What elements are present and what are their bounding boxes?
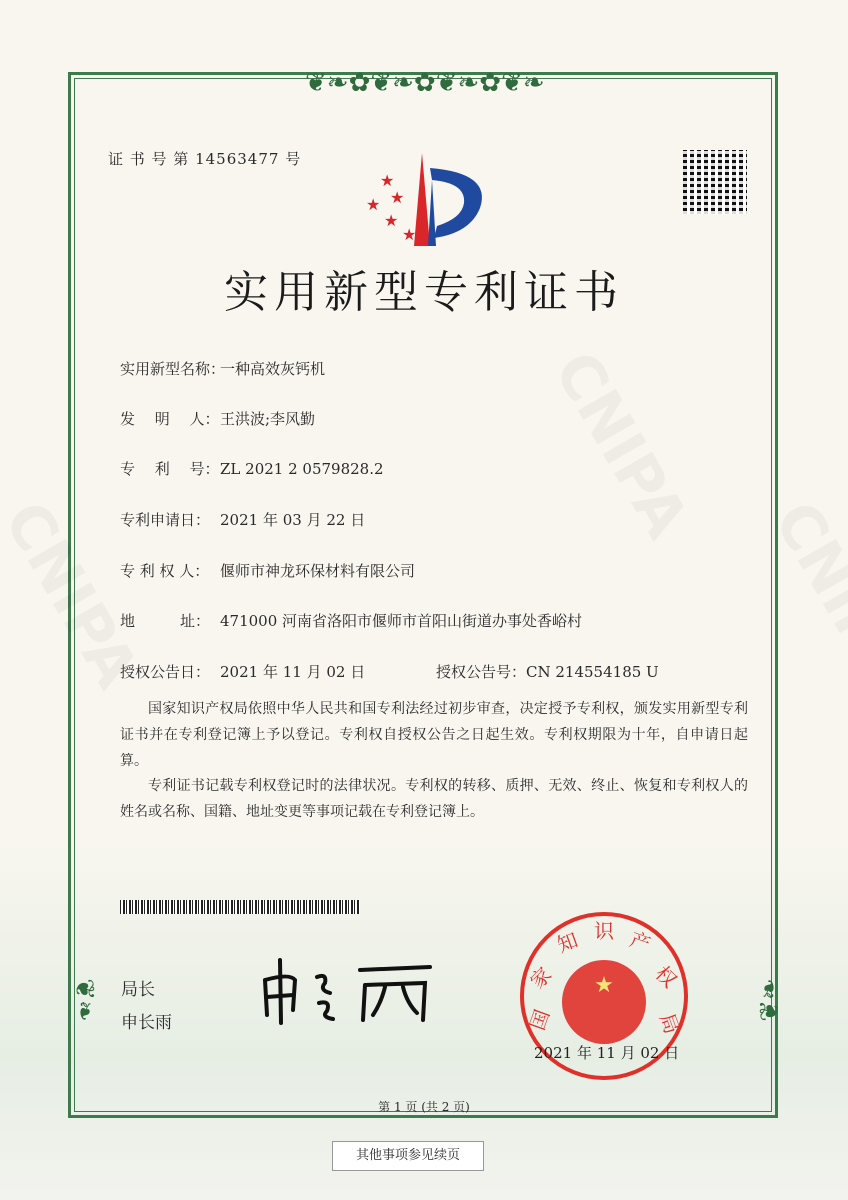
top-ornament-icon: ❦❧✿❦❧✿❦❧✿❦❧	[305, 68, 545, 98]
svg-text:局: 局	[654, 1010, 685, 1038]
qr-code	[683, 150, 747, 214]
svg-text:产: 产	[626, 927, 654, 957]
cnipa-logo-icon	[362, 148, 492, 248]
certificate-number: 证 书 号 第 14563477 号	[108, 150, 302, 168]
barcode	[120, 900, 360, 914]
field-announcement-number: 授权公告号：CN 214554185 U	[436, 663, 659, 681]
field-patent-number: 专 利 号：ZL 2021 2 0579828.2	[120, 460, 384, 478]
svg-text:★: ★	[366, 195, 381, 214]
svg-text:识: 识	[594, 919, 614, 943]
director-title: 局长	[121, 980, 155, 1000]
svg-text:权: 权	[650, 961, 682, 993]
director-signature	[255, 955, 445, 1025]
svg-text:★: ★	[384, 211, 399, 230]
body-paragraph: 专利证书记载专利权登记时的法律状况。专利权的转移、质押、无效、终止、恢复和专利权人的姓名或名称、国籍、地址变更等事项记载在专利登记簿上。	[120, 778, 748, 820]
svg-text:★: ★	[380, 171, 395, 190]
director-name: 申长雨	[121, 1013, 172, 1033]
svg-text:★: ★	[390, 188, 405, 207]
field-utility-model-name: 实用新型名称：一种高效灰钙机	[120, 360, 326, 378]
field-patentee: 专 利 权 人： 偃师市神龙环保材料有限公司	[120, 562, 416, 580]
svg-text:★: ★	[402, 225, 417, 244]
body-paragraph: 国家知识产权局依照中华人民共和国专利法经过初步审查，决定授予专利权，颁发实用新型专利证书并在专利登记簿上予以登记。专利权自授权公告之日起生效。专利权期限为十年，自申请日起算。	[120, 701, 748, 769]
field-address: 地 址： 471000 河南省洛阳市偃师市首阳山街道办事处香峪村	[120, 612, 583, 630]
field-inventors: 发 明 人：王洪波;李风勤	[120, 410, 316, 428]
field-application-date: 专利申请日： 2021 年 03 月 22 日	[120, 511, 366, 529]
right-ornament-icon: ❦❧	[754, 978, 785, 1022]
continuation-note: 其他事项参见续页	[332, 1141, 484, 1171]
svg-text:★: ★	[594, 973, 614, 998]
svg-text:国: 国	[525, 1006, 555, 1034]
certificate-title: 实用新型专利证书	[224, 267, 624, 318]
field-grant-date: 授权公告日： 2021 年 11 月 02 日	[120, 663, 366, 681]
svg-text:知: 知	[554, 927, 582, 958]
left-ornament-icon: ❦❧	[68, 978, 99, 1022]
page-indicator: 第 1 页 (共 2 页)	[378, 1100, 470, 1114]
svg-text:家: 家	[525, 962, 557, 994]
seal-date: 2021 年 11 月 02 日	[534, 1044, 680, 1062]
